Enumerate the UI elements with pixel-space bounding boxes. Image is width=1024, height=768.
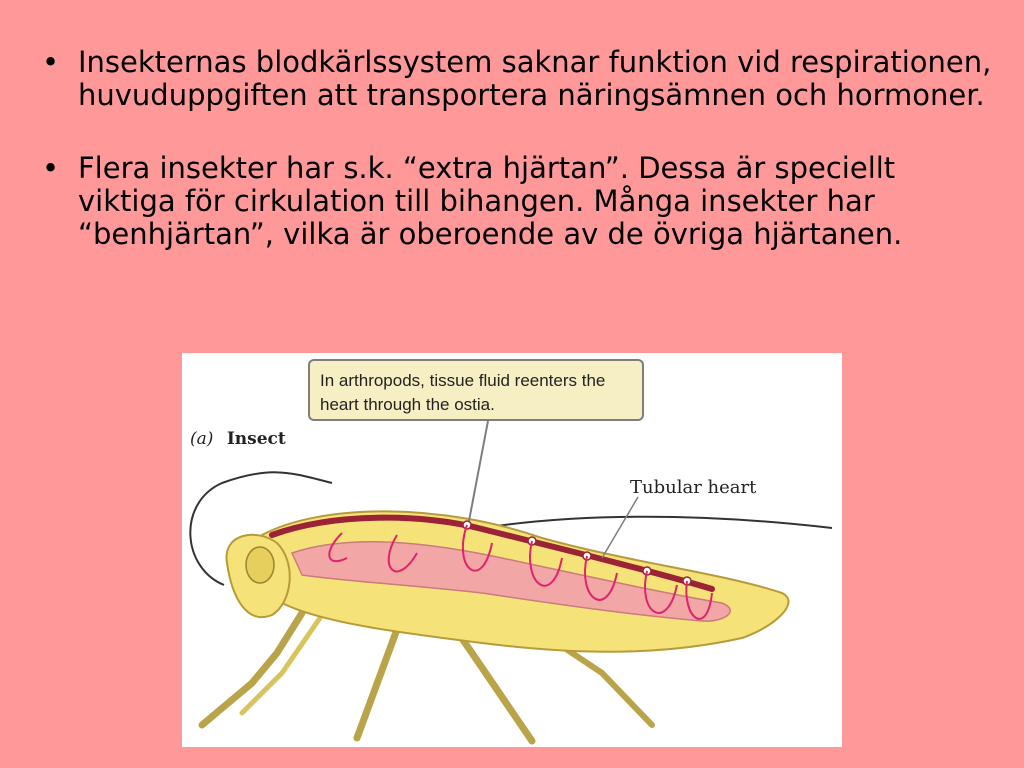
bullet-text: Insekternas blodkärlssystem saknar funktion vid respirationen, huvuduppgiften att transportera näringsämnen och hormoner. — [78, 45, 992, 112]
heart-label-pointer — [602, 497, 638, 558]
cercus — [482, 517, 832, 528]
tubular-heart-label: Tubular heart — [630, 477, 757, 498]
bullet-item — [40, 46, 1000, 112]
bullet-list — [40, 46, 1000, 291]
panel-label — [190, 429, 286, 449]
bullet-text: Flera insekter har s.k. “extra hjärtan”. Dessa är speciellt viktiga för cirkulation till bihangen. Många insekter har “benhjärtan”, vilka är oberoende av de övriga hjärtanen. — [78, 151, 903, 251]
bullet-item — [40, 152, 1000, 251]
callout-pointer — [469, 421, 488, 521]
panel-title: Insect — [226, 429, 286, 449]
bullet-dot: • — [42, 151, 60, 185]
insect-circulation-figure — [182, 353, 842, 747]
compound-eye — [246, 547, 274, 583]
callout-box: In arthropods, tissue fluid reenters the heart through the ostia. — [308, 359, 644, 421]
panel-letter: (a) — [190, 429, 214, 449]
bullet-dot: • — [42, 45, 60, 79]
front-leg-inner — [242, 615, 322, 713]
